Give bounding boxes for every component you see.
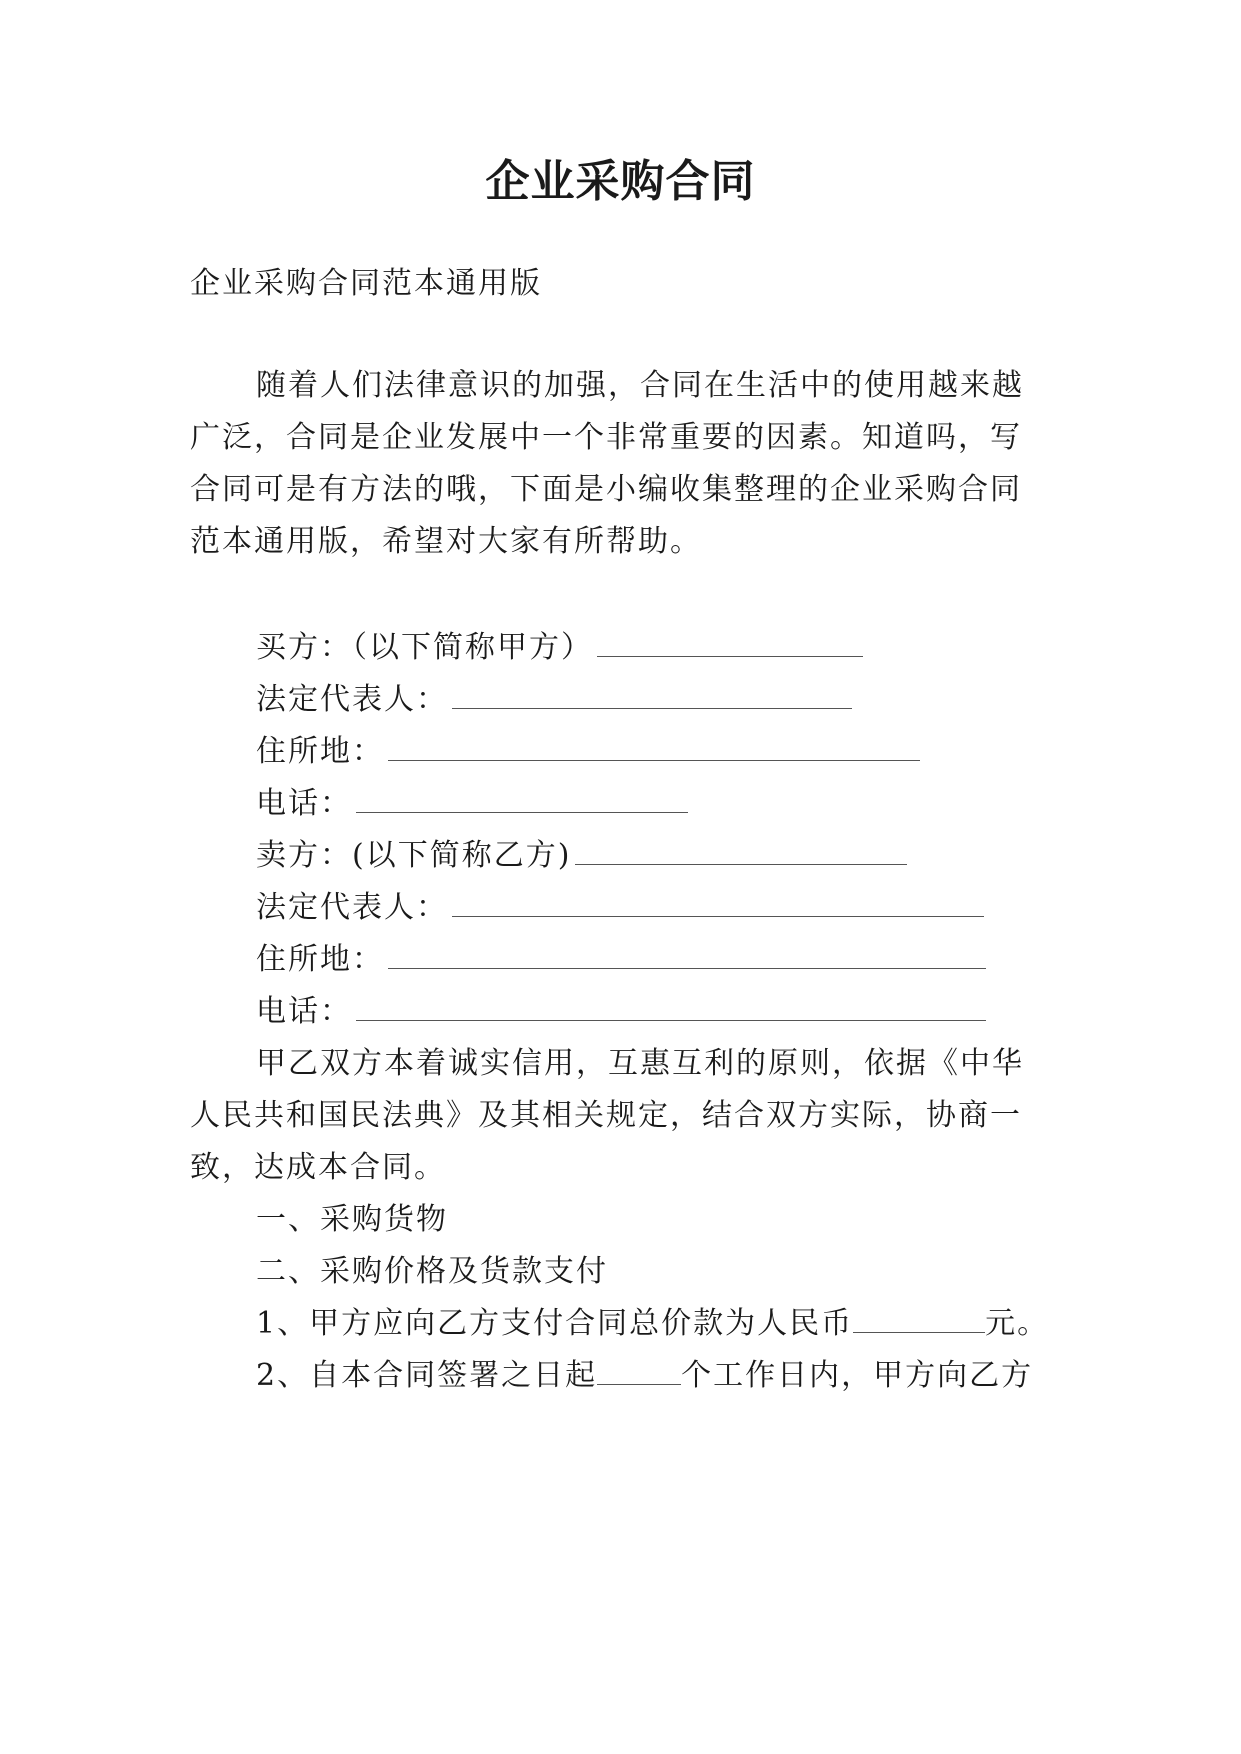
total-price-blank[interactable]: [853, 1306, 985, 1333]
principle-line-3: 致，达成本合同。: [190, 1150, 446, 1185]
intro-line-4: 范本通用版，希望对大家有所帮助。: [190, 524, 702, 559]
principle-line-2: 人民共和国民法典》及其相关规定，结合双方实际，协商一: [190, 1098, 1022, 1133]
intro-line-1: 随着人们法律意识的加强，合同在生活中的使用越来越: [256, 368, 1024, 403]
seller-address-blank[interactable]: [388, 942, 986, 969]
buyer-phone-blank[interactable]: [356, 786, 688, 813]
document-title: 企业采购合同: [485, 156, 756, 207]
section-1-heading: 一、采购货物: [256, 1202, 448, 1237]
seller-phone-row: [256, 990, 986, 1034]
principle-line-1: 甲乙双方本着诚实信用，互惠互利的原则，依据《中华: [256, 1046, 1024, 1081]
intro-line-2: 广泛，合同是企业发展中一个非常重要的因素。知道吗，写: [190, 420, 1022, 455]
clause-1: [256, 1302, 1049, 1346]
seller-name-row: [256, 834, 907, 878]
buyer-rep-blank[interactable]: [452, 682, 852, 709]
clause-1-text: 1、甲方应向乙方支付合同总价款为人民币: [256, 1306, 854, 1341]
seller-rep-label: 法定代表人：: [256, 890, 448, 925]
buyer-address-label: 住所地：: [256, 734, 384, 769]
clause-2-text-cont: 个工作日内，甲方向乙方: [681, 1358, 1034, 1393]
clause-2-text: 2、自本合同签署之日起: [256, 1358, 598, 1393]
seller-label: 卖方：(以下简称乙方): [256, 838, 572, 873]
seller-rep-row: [256, 886, 984, 930]
seller-rep-blank[interactable]: [452, 890, 984, 917]
seller-phone-label: 电话：: [256, 994, 352, 1029]
seller-name-blank[interactable]: [575, 838, 907, 865]
buyer-address-row: [256, 730, 920, 774]
buyer-rep-row: [256, 678, 852, 722]
buyer-name-blank[interactable]: [597, 630, 863, 657]
clause-2: [256, 1354, 1033, 1398]
buyer-phone-row: [256, 782, 688, 826]
clause-1-unit: 元。: [985, 1306, 1050, 1341]
seller-address-row: [256, 938, 986, 982]
buyer-name-row: [256, 626, 863, 670]
buyer-phone-label: 电话：: [256, 786, 352, 821]
intro-line-3: 合同可是有方法的哦，下面是小编收集整理的企业采购合同: [190, 472, 1022, 507]
working-days-blank[interactable]: [597, 1358, 681, 1385]
document-subtitle: 企业采购合同范本通用版: [190, 266, 542, 301]
buyer-label: 买方：（以下简称甲方）: [256, 630, 593, 665]
buyer-address-blank[interactable]: [388, 734, 920, 761]
seller-address-label: 住所地：: [256, 942, 384, 977]
section-2-heading: 二、采购价格及货款支付: [256, 1254, 608, 1289]
seller-phone-blank[interactable]: [356, 994, 986, 1021]
buyer-rep-label: 法定代表人：: [256, 682, 448, 717]
